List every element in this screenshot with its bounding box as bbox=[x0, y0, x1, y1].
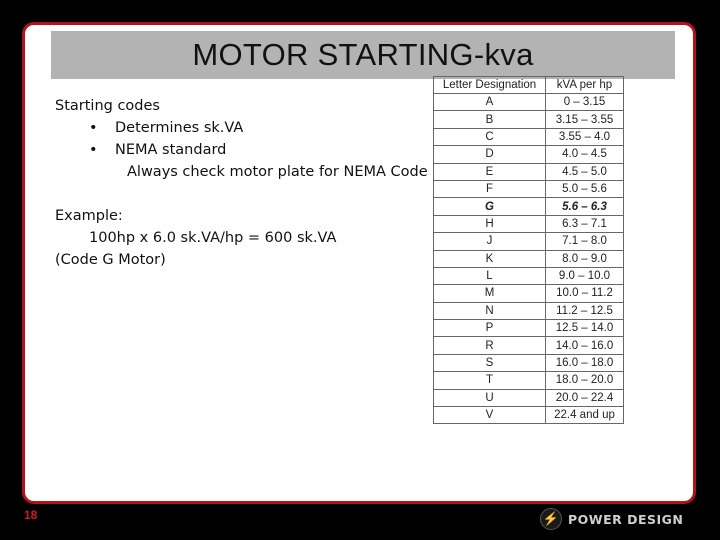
letter-cell: M bbox=[434, 285, 546, 302]
company-logo bbox=[540, 508, 700, 530]
example-note: (Code G Motor) bbox=[55, 252, 166, 268]
kva-range-cell: 5.0 – 5.6 bbox=[546, 180, 624, 197]
letter-cell: P bbox=[434, 320, 546, 337]
kva-range-cell: 7.1 – 8.0 bbox=[546, 233, 624, 250]
bullet-marker: • bbox=[89, 142, 98, 158]
letter-cell: J bbox=[434, 233, 546, 250]
lightning-bolt-icon: ⚡ bbox=[540, 508, 562, 530]
example-label: Example: bbox=[55, 208, 123, 224]
letter-cell: C bbox=[434, 128, 546, 145]
table-row bbox=[434, 163, 624, 180]
kva-range-cell: 10.0 – 11.2 bbox=[546, 285, 624, 302]
letter-cell: E bbox=[434, 163, 546, 180]
table-row bbox=[434, 198, 624, 215]
kva-range-cell: 6.3 – 7.1 bbox=[546, 215, 624, 232]
letter-cell: T bbox=[434, 372, 546, 389]
kva-range-cell: 18.0 – 20.0 bbox=[546, 372, 624, 389]
starting-codes-heading: Starting codes bbox=[55, 98, 160, 114]
table-row bbox=[434, 215, 624, 232]
table-row bbox=[434, 285, 624, 302]
table-row bbox=[434, 111, 624, 128]
kva-range-cell: 12.5 – 14.0 bbox=[546, 320, 624, 337]
table-row bbox=[434, 180, 624, 197]
logo-text: POWER DESIGN bbox=[568, 511, 684, 527]
letter-cell: A bbox=[434, 94, 546, 111]
table-row bbox=[434, 372, 624, 389]
letter-cell: H bbox=[434, 215, 546, 232]
kva-range-cell: 8.0 – 9.0 bbox=[546, 250, 624, 267]
kva-range-cell: 20.0 – 22.4 bbox=[546, 389, 624, 406]
kva-range-cell: 11.2 – 12.5 bbox=[546, 302, 624, 319]
kva-range-cell: 16.0 – 18.0 bbox=[546, 354, 624, 371]
kva-range-cell: 5.6 – 6.3 bbox=[546, 198, 624, 215]
table-row bbox=[434, 320, 624, 337]
body-text bbox=[55, 95, 455, 271]
letter-cell: N bbox=[434, 302, 546, 319]
bullet-text: NEMA standard bbox=[115, 142, 227, 158]
bullet-item bbox=[55, 139, 455, 161]
letter-cell: R bbox=[434, 337, 546, 354]
letter-cell: F bbox=[434, 180, 546, 197]
letter-cell: D bbox=[434, 146, 546, 163]
sub-note: Always check motor plate for NEMA Code bbox=[127, 164, 428, 180]
bullet-text: Determines sk.VA bbox=[115, 120, 244, 136]
letter-cell: L bbox=[434, 267, 546, 284]
kva-range-cell: 9.0 – 10.0 bbox=[546, 267, 624, 284]
letter-cell: V bbox=[434, 407, 546, 424]
table-header-row bbox=[434, 77, 624, 94]
bullet-item bbox=[55, 117, 455, 139]
table-row bbox=[434, 302, 624, 319]
table-row bbox=[434, 233, 624, 250]
table-row bbox=[434, 128, 624, 145]
nema-code-table bbox=[433, 76, 624, 424]
page-number: 18 bbox=[24, 508, 38, 522]
kva-range-cell: 3.55 – 4.0 bbox=[546, 128, 624, 145]
table-row bbox=[434, 389, 624, 406]
letter-cell: B bbox=[434, 111, 546, 128]
kva-range-cell: 3.15 – 3.55 bbox=[546, 111, 624, 128]
kva-range-cell: 4.5 – 5.0 bbox=[546, 163, 624, 180]
letter-cell: G bbox=[434, 198, 546, 215]
table-row bbox=[434, 407, 624, 424]
kva-range-cell: 22.4 and up bbox=[546, 407, 624, 424]
table-row bbox=[434, 94, 624, 111]
title-bar bbox=[51, 31, 675, 79]
table-row bbox=[434, 337, 624, 354]
kva-range-cell: 14.0 – 16.0 bbox=[546, 337, 624, 354]
header-kva-per-hp: kVA per hp bbox=[546, 77, 624, 94]
header-letter-designation: Letter Designation bbox=[434, 77, 546, 94]
slide-title: MOTOR STARTING-kva bbox=[192, 37, 534, 72]
table-row bbox=[434, 250, 624, 267]
table-row bbox=[434, 267, 624, 284]
letter-cell: S bbox=[434, 354, 546, 371]
table-row bbox=[434, 354, 624, 371]
letter-cell: U bbox=[434, 389, 546, 406]
letter-cell: K bbox=[434, 250, 546, 267]
bullet-marker: • bbox=[89, 120, 98, 136]
kva-range-cell: 0 – 3.15 bbox=[546, 94, 624, 111]
table-body bbox=[434, 94, 624, 424]
table-row bbox=[434, 146, 624, 163]
example-calculation: 100hp x 6.0 sk.VA/hp = 600 sk.VA bbox=[89, 230, 337, 246]
kva-range-cell: 4.0 – 4.5 bbox=[546, 146, 624, 163]
